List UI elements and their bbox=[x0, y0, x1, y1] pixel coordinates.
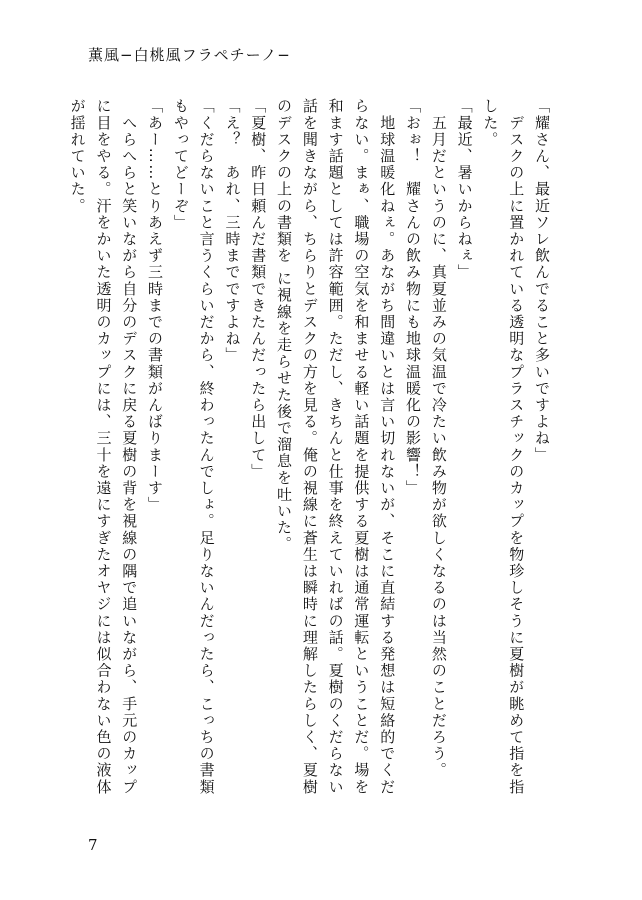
paragraph: 五月だというのに、真夏並みの気温で冷たい飲み物が欲しくなるのは当然のことだろう。 bbox=[429, 98, 448, 779]
running-header: 薫風−白桃風フラペチーノ− bbox=[88, 46, 291, 64]
body-text bbox=[68, 98, 554, 798]
paragraph: 「耀さん、最近ソレ飲んでること多いですよね」 bbox=[533, 98, 551, 464]
paragraph: へらへらと笑いながら自分のデスクに戻る夏樹の背を視線の隅で追いながら、手元のカップに目をやる。汗をかいた透明のカップには、三十を遠にすぎたオヤジには似合わない色の液体が揺れていた。 bbox=[68, 98, 139, 796]
page-number: 7 bbox=[88, 836, 98, 854]
paragraph: 「夏樹、昨日頼んだ書類できたんだったら出して」 bbox=[249, 98, 268, 480]
paragraph: 「おぉ！ 耀さんの飲み物にも地球温暖化の影響！」 bbox=[404, 98, 423, 497]
paragraph: 「え？ あれ、三時までですよね」 bbox=[223, 98, 242, 364]
paragraph: 「最近、暑いからねぇ」 bbox=[455, 98, 474, 281]
paragraph: 「くだらないこと言うくらいだから、終わったんでしょ。足りないんだったら、こっちの書類もやってどーぞ」 bbox=[171, 98, 216, 796]
paragraph: 地球温暖化ねぇ。あながち間違いとは言い切れないが、そこに直結する発想は短絡的でくだらない。まぁ、職場の空気を和ませる軽い話題を提供する夏樹は通常運転ということだ。場を和ます話題としては許容範囲。ただし、きちんと仕事を終えていればの話。夏樹のくだらない話を聞きながら、ちらりとデスクの方を見る。俺の視線に蒼生は瞬時に理解したらしく、夏樹のデスクの上の書類を に視線を走らせた後で溜息を吐いた。 bbox=[275, 98, 397, 796]
paragraph: 「あー……とりあえず三時までの書類がんばりまーす」 bbox=[146, 98, 165, 513]
paragraph: デスクの上に置かれている透明なプラスチックのカップを物珍しそうに夏樹が眺めて指を指した。 bbox=[481, 98, 526, 796]
